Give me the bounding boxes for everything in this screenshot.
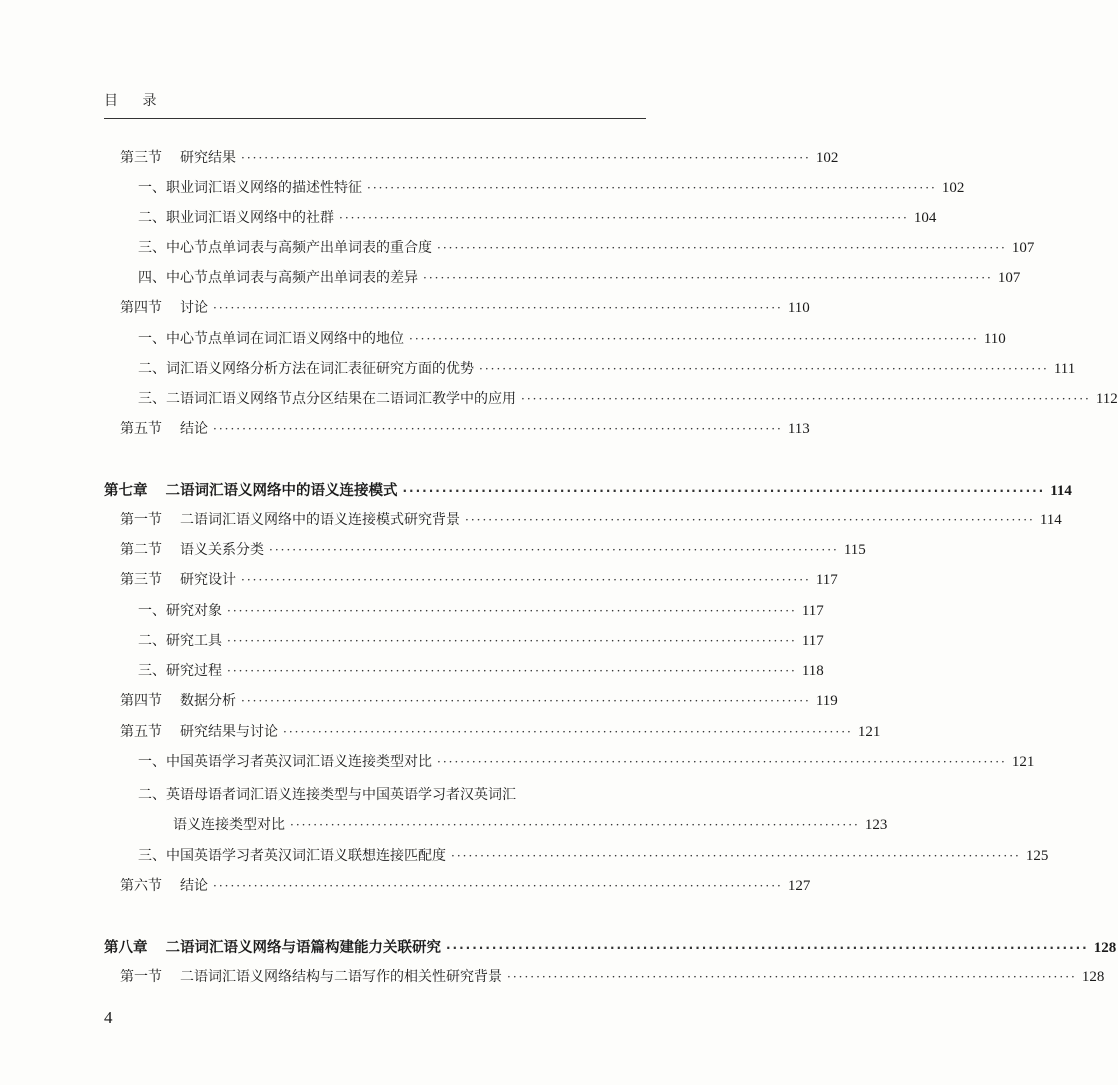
toc-entry-page: 114	[1039, 512, 1062, 528]
toc-entry-title: 语义关系分类	[180, 542, 264, 558]
toc-entry-page: 125	[1025, 848, 1049, 864]
toc-entry-page: 102	[941, 180, 965, 196]
toc-entry[interactable]	[120, 721, 881, 741]
toc-entry[interactable]	[120, 418, 810, 438]
dot-leader: ··································································································	[437, 755, 1007, 769]
toc-entry-page: 121	[1011, 754, 1035, 770]
dot-leader: ··································································································	[227, 664, 797, 678]
toc-entry-page: 114	[1050, 483, 1072, 499]
toc-entry-title: 结论	[180, 878, 208, 894]
toc-entry-number: 第五节	[120, 724, 162, 740]
dot-leader: ··································································································	[290, 818, 860, 832]
dot-leader: ··································································································	[409, 332, 979, 346]
dot-leader: ··································································································	[213, 879, 783, 893]
toc-entry-page: 117	[815, 572, 838, 588]
header-rule	[104, 118, 646, 119]
toc-entry[interactable]	[120, 509, 1062, 529]
dot-leader: ··································································································	[446, 941, 1089, 955]
dot-leader: ··································································································	[213, 301, 783, 315]
toc-entry-number: 第八章	[104, 940, 148, 956]
toc-entry-title: 二、词汇语义网络分析方法在词汇表征研究方面的优势	[138, 361, 474, 377]
toc-entry-number: 第七章	[104, 483, 148, 499]
toc-entry[interactable]	[120, 569, 838, 589]
dot-leader: ··································································································	[227, 604, 797, 618]
toc-entry[interactable]	[120, 147, 839, 167]
toc-entry-title: 一、研究对象	[138, 603, 222, 619]
toc-entry-page: 107	[997, 270, 1021, 286]
toc-entry[interactable]	[138, 177, 965, 197]
toc-entry-page: 115	[843, 542, 866, 558]
toc-entry-number: 第四节	[120, 300, 162, 316]
toc-entry[interactable]	[138, 328, 1006, 348]
toc-entry-title: 数据分析	[180, 693, 236, 709]
toc-entry-page: 110	[983, 331, 1006, 347]
toc-entry-title: 二、职业词汇语义网络中的社群	[138, 210, 334, 226]
toc-entry-title: 一、中国英语学习者英汉词汇语义连接类型对比	[138, 754, 432, 770]
dot-leader: ··································································································	[269, 543, 839, 557]
toc-entry-number: 第五节	[120, 421, 162, 437]
toc-entry[interactable]	[138, 207, 937, 227]
toc-entry-title: 讨论	[180, 300, 208, 316]
toc-chapter[interactable]	[104, 479, 1072, 500]
toc-entry-title: 结论	[180, 421, 208, 437]
running-header: 目 录	[104, 93, 167, 109]
dot-leader: ··································································································	[227, 634, 797, 648]
toc-entry-page: 119	[815, 693, 838, 709]
toc-entry[interactable]	[138, 237, 1035, 257]
toc-entry-title: 四、中心节点单词表与高频产出单词表的差异	[138, 270, 418, 286]
toc-entry-title: 研究设计	[180, 572, 236, 588]
dot-leader: ··································································································	[521, 392, 1091, 406]
page-number: 4	[104, 1008, 113, 1027]
toc-entry-title: 研究结果	[180, 150, 236, 166]
toc-entry[interactable]	[120, 297, 810, 317]
toc-entry-page: 107	[1011, 240, 1035, 256]
toc-entry[interactable]	[138, 845, 1049, 865]
dot-leader: ··································································································	[241, 573, 811, 587]
dot-leader: ··································································································	[451, 849, 1021, 863]
toc-entry-page: 112	[1095, 391, 1118, 407]
toc-entry-page: 118	[801, 663, 824, 679]
toc-entry-title: 一、中心节点单词在词汇语义网络中的地位	[138, 331, 404, 347]
toc-entry-title: 三、研究过程	[138, 663, 222, 679]
toc-entry-title: 研究结果与讨论	[180, 724, 278, 740]
toc-entry-title: 三、中心节点单词表与高频产出单词表的重合度	[138, 240, 432, 256]
toc-entry[interactable]	[120, 690, 838, 710]
toc-entry[interactable]	[173, 814, 888, 834]
toc-entry[interactable]	[120, 539, 866, 559]
toc-entry-page: 113	[787, 421, 810, 437]
toc-entry-page: 110	[787, 300, 810, 316]
toc-entry-page: 123	[864, 817, 888, 833]
toc-entry[interactable]	[120, 875, 811, 895]
toc-entry[interactable]	[138, 267, 1021, 287]
toc-chapter[interactable]	[104, 936, 1117, 957]
toc-entry-page: 127	[787, 878, 811, 894]
dot-leader: ··································································································	[367, 181, 937, 195]
toc-entry-page: 104	[913, 210, 937, 226]
toc-entry[interactable]	[138, 388, 1118, 408]
toc-entry[interactable]	[138, 630, 824, 650]
toc-entry[interactable]	[120, 966, 1105, 986]
toc-entry-page: 128	[1093, 940, 1117, 956]
dot-leader: ··································································································	[283, 725, 853, 739]
toc-entry-number: 第六节	[120, 878, 162, 894]
toc-entry-page: 117	[801, 603, 824, 619]
toc-entry-page: 128	[1081, 969, 1105, 985]
toc-entry[interactable]	[138, 600, 824, 620]
toc-entry-page: 121	[857, 724, 881, 740]
toc-entry-title: 二语词汇语义网络与语篇构建能力关联研究	[165, 940, 441, 956]
toc-entry-title-wrapped[interactable]: 二、英语母语者词汇语义连接类型与中国英语学习者汉英词汇	[138, 787, 516, 803]
toc-entry-page: 117	[801, 633, 824, 649]
dot-leader: ··································································································	[437, 241, 1007, 255]
toc-entry-page: 111	[1053, 361, 1076, 377]
toc-entry-title: 三、中国英语学习者英汉词汇语义联想连接匹配度	[138, 848, 446, 864]
toc-entry-title: 三、二语词汇语义网络节点分区结果在二语词汇教学中的应用	[138, 391, 516, 407]
toc-entry-title: 二、研究工具	[138, 633, 222, 649]
dot-leader: ··································································································	[507, 970, 1077, 984]
toc-entry-number: 第三节	[120, 572, 162, 588]
toc-entry-number: 第一节	[120, 969, 162, 985]
toc-entry-title: 一、职业词汇语义网络的描述性特征	[138, 180, 362, 196]
toc-entry-number: 第三节	[120, 150, 162, 166]
toc-entry[interactable]	[138, 751, 1035, 771]
toc-entry-number: 第一节	[120, 512, 162, 528]
dot-leader: ··································································································	[339, 211, 909, 225]
dot-leader: ··································································································	[423, 271, 993, 285]
dot-leader: ··································································································	[213, 422, 783, 436]
dot-leader: ··································································································	[465, 513, 1035, 527]
dot-leader: ··································································································	[241, 151, 811, 165]
toc-entry-title: 二语词汇语义网络中的语义连接模式研究背景	[180, 512, 460, 528]
toc-entry-number: 第四节	[120, 693, 162, 709]
dot-leader: ··································································································	[479, 362, 1049, 376]
toc-entry-page: 102	[815, 150, 839, 166]
dot-leader: ··································································································	[241, 694, 811, 708]
toc-entry[interactable]	[138, 358, 1076, 378]
toc-entry[interactable]	[138, 660, 824, 680]
toc-entry-title: 二语词汇语义网络结构与二语写作的相关性研究背景	[180, 969, 502, 985]
dot-leader: ··································································································	[402, 484, 1046, 498]
toc-entry-title: 语义连接类型对比	[173, 817, 285, 833]
toc-entry-title: 二语词汇语义网络中的语义连接模式	[165, 483, 398, 499]
toc-entry-number: 第二节	[120, 542, 162, 558]
